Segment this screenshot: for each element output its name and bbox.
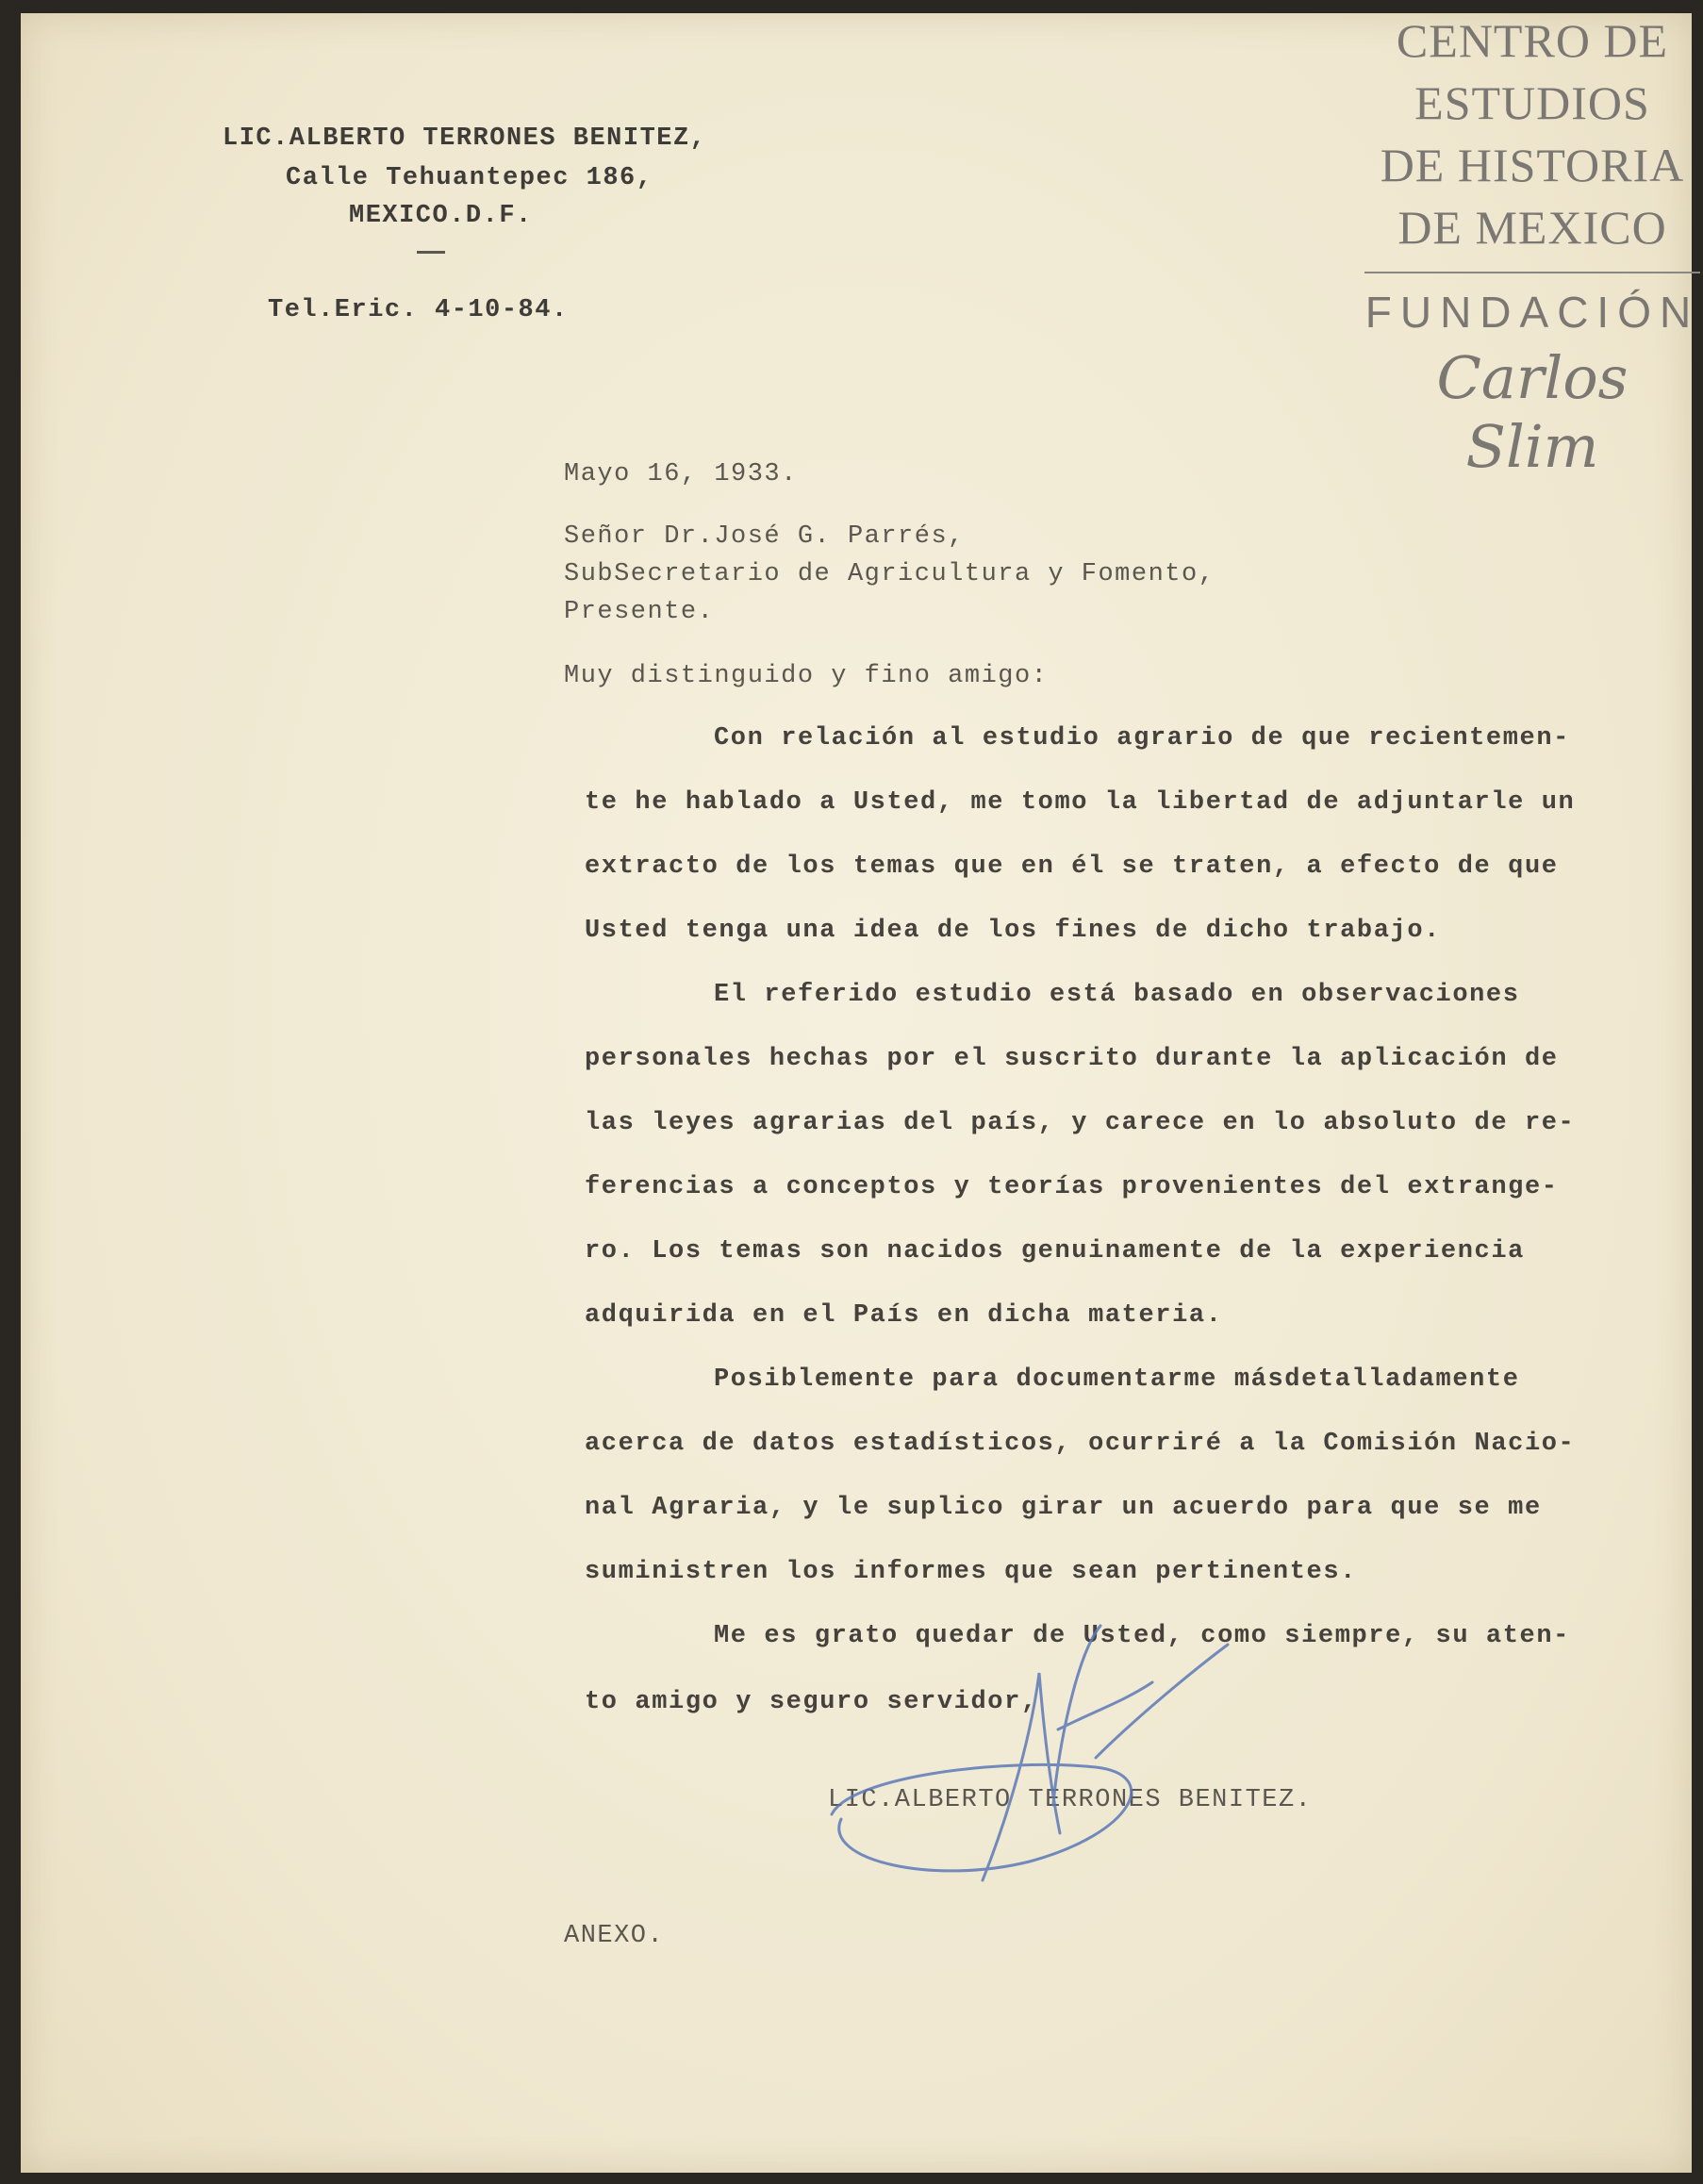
watermark-divider [1364, 272, 1700, 273]
letterhead-dash [417, 251, 445, 254]
body-line: El referido estudio está basado en observaciones [714, 981, 1520, 1009]
letterhead-city: MEXICO.D.F. [349, 202, 533, 230]
letterhead-phone: Tel.Eric. 4-10-84. [268, 296, 569, 324]
body-line: ferencias a conceptos y teorías provenientes del extrange- [585, 1173, 1559, 1201]
body-line: nal Agraria, y le suplico girar un acuerdo para que se me [585, 1494, 1542, 1522]
watermark-line-4: DE MEXICO [1397, 201, 1667, 254]
recipient-line-2: SubSecretario de Agricultura y Fomento, [564, 560, 1215, 588]
watermark-line-3: DE HISTORIA [1380, 139, 1685, 191]
body-line: te he hablado a Usted, me tomo la libertad de adjuntarle un [585, 788, 1576, 817]
recipient-line-1: Señor Dr.José G. Parrés, [564, 522, 965, 551]
archive-watermark [1363, 9, 1702, 481]
letterhead-name: LIC.ALBERTO TERRONES BENITEZ, [223, 124, 707, 153]
salutation: Muy distinguido y fino amigo: [564, 662, 1049, 690]
letterhead-street: Calle Tehuantepec 186, [286, 164, 653, 192]
recipient-line-3: Presente. [564, 598, 715, 626]
watermark-script: Carlos Slim [1436, 343, 1629, 481]
watermark-line-2: ESTUDIOS [1414, 76, 1650, 129]
letter-date: Mayo 16, 1933. [564, 460, 798, 488]
signature-name: LIC.ALBERTO TERRONES BENITEZ. [828, 1786, 1313, 1814]
body-line: Me es grato quedar de Usted, como siempre, su aten- [714, 1622, 1570, 1650]
enclosure-note: ANEXO. [564, 1922, 665, 1950]
handwritten-signature [813, 1616, 1247, 1894]
body-line: to amigo y seguro servidor, [585, 1688, 1038, 1716]
watermark-line-1: CENTRO DE [1396, 14, 1669, 67]
body-line: las leyes agrarias del país, y carece en lo absoluto de re- [585, 1109, 1576, 1137]
body-line: acerca de datos estadísticos, ocurriré a la Comisión Nacio- [585, 1430, 1576, 1458]
body-line: personales hechas por el suscrito durante la aplicación de [585, 1045, 1559, 1073]
body-line: Usted tenga una idea de los fines de dicho trabajo. [585, 917, 1441, 945]
body-line: adquirida en el País en dicha materia. [585, 1301, 1223, 1330]
body-line: Posiblemente para documentarme másdetalladamente [714, 1365, 1520, 1394]
watermark-foundation: FUNDACIÓN [1364, 288, 1700, 337]
body-line: Con relación al estudio agrario de que recientemen- [714, 724, 1570, 753]
body-line: suministren los informes que sean pertinentes. [585, 1558, 1357, 1586]
body-line: ro. Los temas son nacidos genuinamente de la experiencia [585, 1237, 1525, 1266]
body-line: extracto de los temas que en él se traten, a efecto de que [585, 852, 1559, 881]
